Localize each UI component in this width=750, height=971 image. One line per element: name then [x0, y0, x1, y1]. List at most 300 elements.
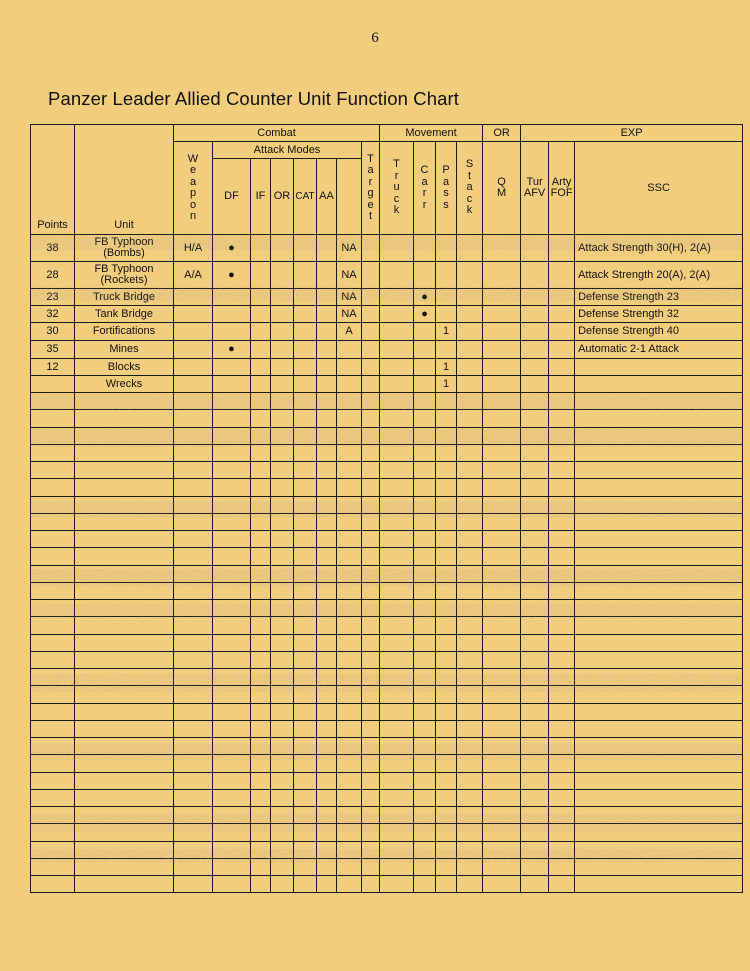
factors-cell — [575, 496, 743, 513]
aa-cell — [317, 617, 337, 634]
factors-cell — [575, 410, 743, 427]
if-cell — [251, 686, 271, 703]
weapon-cell — [174, 600, 213, 617]
target-cell — [337, 738, 362, 755]
unit-cell — [75, 410, 174, 427]
if-cell — [251, 548, 271, 565]
cat-cell — [294, 496, 317, 513]
cat-cell — [294, 807, 317, 824]
aa-cell — [317, 496, 337, 513]
factors-cell — [575, 444, 743, 461]
car-cell — [380, 531, 414, 548]
aa-cell — [317, 669, 337, 686]
stack-cell — [436, 669, 457, 686]
pass-letters: P a s s — [442, 164, 450, 211]
stack-cell — [436, 393, 457, 410]
cat-cell — [294, 738, 317, 755]
stack-cell — [436, 410, 457, 427]
cat-cell — [294, 720, 317, 737]
weapon-cell — [174, 807, 213, 824]
target-cell — [337, 807, 362, 824]
weapon-cell — [174, 548, 213, 565]
points-cell — [31, 738, 75, 755]
qm-cell — [457, 824, 483, 841]
stack-cell: 1 — [436, 376, 457, 393]
table-row — [31, 262, 743, 289]
points-cell — [31, 393, 75, 410]
empty-row — [31, 789, 743, 806]
arty-fof-cell — [521, 531, 549, 548]
car-cell — [380, 444, 414, 461]
points-cell — [31, 858, 75, 875]
weapon-cell — [174, 789, 213, 806]
pass-cell — [414, 876, 436, 893]
table-row — [31, 289, 743, 306]
df-cell — [213, 772, 251, 789]
df-cell — [213, 359, 251, 376]
truck-cell — [362, 548, 380, 565]
page-number: 6 — [371, 30, 379, 46]
aa-cell — [317, 427, 337, 444]
stack-cell — [436, 772, 457, 789]
truck-cell — [362, 410, 380, 427]
aa-cell — [317, 565, 337, 582]
header-row-1 — [31, 125, 743, 142]
target-cell — [337, 393, 362, 410]
tur-afv-cell — [483, 617, 521, 634]
stack-cell — [436, 306, 457, 323]
ssc-cell — [549, 841, 575, 858]
ssc-cell — [549, 720, 575, 737]
stack-cell — [436, 824, 457, 841]
empty-row — [31, 600, 743, 617]
arty-fof-cell — [521, 427, 549, 444]
weapon-cell — [174, 376, 213, 393]
weapon-cell — [174, 738, 213, 755]
if-cell — [251, 323, 271, 341]
points-cell: 30 — [31, 323, 75, 341]
tur-afv-cell — [483, 703, 521, 720]
ssc-cell — [549, 755, 575, 772]
weapon-cell — [174, 772, 213, 789]
car-cell — [380, 858, 414, 875]
weapon-cell — [174, 617, 213, 634]
unit-cell: Wrecks — [75, 376, 174, 393]
cat-cell — [294, 235, 317, 262]
cat-cell — [294, 703, 317, 720]
empty-row — [31, 462, 743, 479]
df-cell — [213, 289, 251, 306]
or-cell — [271, 323, 294, 341]
empty-row — [31, 531, 743, 548]
tur-afv-cell — [483, 807, 521, 824]
target-cell — [337, 858, 362, 875]
or-cell — [271, 720, 294, 737]
stack-cell — [436, 807, 457, 824]
stack-cell — [436, 582, 457, 599]
target-cell — [337, 686, 362, 703]
qm-cell — [457, 651, 483, 668]
points-cell — [31, 807, 75, 824]
qm-cell — [457, 789, 483, 806]
cat-cell — [294, 669, 317, 686]
unit-cell — [75, 738, 174, 755]
qm-cell — [457, 582, 483, 599]
factors-cell — [575, 738, 743, 755]
weapon-cell — [174, 289, 213, 306]
stack-cell — [436, 738, 457, 755]
truck-cell — [362, 720, 380, 737]
aa-cell — [317, 513, 337, 530]
target-cell — [337, 531, 362, 548]
pass-cell — [414, 651, 436, 668]
arty-fof-cell — [521, 617, 549, 634]
truck-cell — [362, 755, 380, 772]
car-cell — [380, 289, 414, 306]
car-cell — [380, 427, 414, 444]
ssc-cell — [549, 323, 575, 341]
unit-cell — [75, 703, 174, 720]
aa-cell — [317, 289, 337, 306]
unit-subname: (Rockets) — [100, 274, 148, 286]
or-cell — [271, 306, 294, 323]
unit-cell — [75, 565, 174, 582]
arty-fof-cell — [521, 393, 549, 410]
afv-label: AFV — [523, 187, 546, 199]
unit-cell — [75, 600, 174, 617]
if-cell — [251, 479, 271, 496]
qm-cell — [457, 703, 483, 720]
arty-fof-cell — [521, 789, 549, 806]
if-cell — [251, 496, 271, 513]
ssc-header: SSC — [575, 142, 743, 235]
car-cell — [380, 651, 414, 668]
if-cell — [251, 720, 271, 737]
pass-cell — [414, 393, 436, 410]
weapon-cell — [174, 359, 213, 376]
points-cell — [31, 651, 75, 668]
unit-cell — [75, 548, 174, 565]
car-cell — [380, 824, 414, 841]
points-cell — [31, 548, 75, 565]
df-cell — [213, 807, 251, 824]
weapon-cell — [174, 341, 213, 359]
target-cell — [337, 479, 362, 496]
points-cell — [31, 634, 75, 651]
truck-cell — [362, 669, 380, 686]
pass-cell — [414, 410, 436, 427]
target-cell — [337, 651, 362, 668]
tur-afv-cell — [483, 634, 521, 651]
aa-cell — [317, 755, 337, 772]
points-cell: 23 — [31, 289, 75, 306]
unit-cell — [75, 462, 174, 479]
or-cell — [271, 772, 294, 789]
ssc-cell — [549, 651, 575, 668]
car-cell — [380, 582, 414, 599]
factors-cell — [575, 548, 743, 565]
weapon-cell: A/A — [174, 262, 213, 289]
pass-cell — [414, 617, 436, 634]
df-cell — [213, 323, 251, 341]
unit-cell: Truck Bridge — [75, 289, 174, 306]
tur-afv-cell — [483, 720, 521, 737]
if-cell — [251, 462, 271, 479]
cat-cell — [294, 600, 317, 617]
unit-cell — [75, 876, 174, 893]
target-cell: NA — [337, 262, 362, 289]
car-cell — [380, 600, 414, 617]
car-cell — [380, 548, 414, 565]
target-cell — [337, 634, 362, 651]
truck-cell — [362, 531, 380, 548]
pass-cell — [414, 720, 436, 737]
arty-fof-cell — [521, 565, 549, 582]
car-cell — [380, 634, 414, 651]
if-cell — [251, 755, 271, 772]
stack-cell — [436, 720, 457, 737]
aa-cell — [317, 444, 337, 461]
tur-afv-cell — [483, 513, 521, 530]
tur-afv-cell — [483, 323, 521, 341]
car-cell — [380, 807, 414, 824]
tur-afv-cell — [483, 359, 521, 376]
stack-header — [457, 142, 483, 235]
unit-cell — [75, 617, 174, 634]
arty-fof-cell — [521, 755, 549, 772]
or-cell — [271, 669, 294, 686]
unit-cell — [75, 427, 174, 444]
pass-cell — [414, 513, 436, 530]
unit-cell — [75, 262, 174, 289]
ssc-cell — [549, 410, 575, 427]
truck-cell — [362, 444, 380, 461]
unit-function-chart — [30, 124, 743, 893]
cat-cell — [294, 772, 317, 789]
or-cell — [271, 738, 294, 755]
weapon-cell: H/A — [174, 235, 213, 262]
empty-row — [31, 634, 743, 651]
stack-cell — [436, 548, 457, 565]
weapon-cell — [174, 462, 213, 479]
tur-afv-cell — [483, 427, 521, 444]
empty-row — [31, 738, 743, 755]
arty-fof-cell — [521, 513, 549, 530]
df-cell — [213, 755, 251, 772]
truck-cell — [362, 617, 380, 634]
if-cell — [251, 738, 271, 755]
table-row — [31, 235, 743, 262]
stack-cell — [436, 235, 457, 262]
weapon-cell — [174, 513, 213, 530]
combat-header: Combat — [174, 125, 380, 142]
qm-cell — [457, 669, 483, 686]
qm-letters: Q M — [496, 175, 507, 199]
stack-cell — [436, 479, 457, 496]
car-cell — [380, 306, 414, 323]
factors-cell — [575, 755, 743, 772]
points-cell — [31, 600, 75, 617]
ssc-cell — [549, 262, 575, 289]
table-row — [31, 359, 743, 376]
pass-cell — [414, 634, 436, 651]
aa-cell — [317, 235, 337, 262]
empty-row — [31, 858, 743, 875]
if-cell — [251, 376, 271, 393]
qm-cell — [457, 359, 483, 376]
ssc-cell — [549, 686, 575, 703]
aa-cell — [317, 359, 337, 376]
unit-cell — [75, 772, 174, 789]
target-cell: NA — [337, 289, 362, 306]
arty-fof-cell — [521, 341, 549, 359]
tur-afv-cell — [483, 462, 521, 479]
movement-header: Movement — [380, 125, 483, 142]
tur-afv-cell — [483, 600, 521, 617]
pass-cell — [414, 565, 436, 582]
arty-fof-cell — [521, 651, 549, 668]
ssc-cell — [549, 289, 575, 306]
cat-cell — [294, 686, 317, 703]
target-cell — [337, 582, 362, 599]
qm-cell — [457, 531, 483, 548]
ssc-cell — [549, 393, 575, 410]
cat-header: CAT — [294, 159, 317, 235]
points-header: Points — [31, 125, 75, 235]
factors-cell — [575, 359, 743, 376]
weapon-cell — [174, 841, 213, 858]
cat-cell — [294, 634, 317, 651]
tur-afv-cell — [483, 410, 521, 427]
empty-row — [31, 651, 743, 668]
if-cell — [251, 600, 271, 617]
target-header — [362, 142, 380, 235]
points-cell: 35 — [31, 341, 75, 359]
df-cell — [213, 841, 251, 858]
truck-cell — [362, 634, 380, 651]
aa-cell — [317, 600, 337, 617]
unit-cell — [75, 807, 174, 824]
points-cell — [31, 703, 75, 720]
arty-fof-cell — [521, 858, 549, 875]
points-cell — [31, 376, 75, 393]
ssc-cell — [549, 359, 575, 376]
empty-row — [31, 548, 743, 565]
cat-cell — [294, 323, 317, 341]
if-cell — [251, 289, 271, 306]
truck-cell — [362, 376, 380, 393]
arty-fof-cell — [521, 703, 549, 720]
cat-cell — [294, 376, 317, 393]
target-cell — [337, 410, 362, 427]
tur-afv-cell — [483, 548, 521, 565]
df-cell — [213, 427, 251, 444]
empty-row — [31, 669, 743, 686]
tur-afv-cell — [483, 235, 521, 262]
ssc-cell — [549, 738, 575, 755]
unit-cell — [75, 858, 174, 875]
target-cell: NA — [337, 235, 362, 262]
stack-cell — [436, 496, 457, 513]
points-cell: 32 — [31, 306, 75, 323]
factors-cell — [575, 807, 743, 824]
cat-cell — [294, 824, 317, 841]
if-cell — [251, 531, 271, 548]
tur-afv-cell — [483, 858, 521, 875]
car-cell — [380, 235, 414, 262]
df-cell — [213, 686, 251, 703]
if-cell — [251, 444, 271, 461]
if-cell — [251, 582, 271, 599]
car-cell — [380, 772, 414, 789]
ssc-cell — [549, 235, 575, 262]
tur-afv-cell — [483, 738, 521, 755]
points-cell — [31, 720, 75, 737]
tur-afv-cell — [483, 496, 521, 513]
aa-cell — [317, 720, 337, 737]
truck-cell — [362, 479, 380, 496]
unit-cell — [75, 496, 174, 513]
tur-afv-cell — [483, 289, 521, 306]
aa-cell — [317, 738, 337, 755]
stack-cell — [436, 858, 457, 875]
stack-cell: 1 — [436, 359, 457, 376]
factors-cell — [575, 513, 743, 530]
truck-cell — [362, 496, 380, 513]
aa-cell — [317, 686, 337, 703]
df-cell: ● — [213, 262, 251, 289]
weapon-cell — [174, 393, 213, 410]
pass-cell — [414, 235, 436, 262]
df-cell — [213, 444, 251, 461]
attack-modes-header: Attack Modes — [213, 142, 362, 159]
factors-cell — [575, 582, 743, 599]
stack-letters: S t a c k — [465, 158, 474, 217]
cat-cell — [294, 341, 317, 359]
df-cell — [213, 410, 251, 427]
pass-cell — [414, 341, 436, 359]
points-cell — [31, 669, 75, 686]
tur-afv-cell — [483, 444, 521, 461]
aa-cell — [317, 858, 337, 875]
tur-afv-cell — [483, 755, 521, 772]
arty-fof-cell — [521, 807, 549, 824]
target-cell — [337, 548, 362, 565]
stack-cell — [436, 427, 457, 444]
cat-cell — [294, 548, 317, 565]
if-cell — [251, 513, 271, 530]
or-cell — [271, 513, 294, 530]
cat-cell — [294, 479, 317, 496]
df-cell — [213, 617, 251, 634]
pass-cell — [414, 444, 436, 461]
arty-fof-cell — [521, 235, 549, 262]
points-cell — [31, 824, 75, 841]
arty-fof-cell — [521, 669, 549, 686]
qm-cell — [457, 634, 483, 651]
aa-cell — [317, 410, 337, 427]
aa-header: AA — [317, 159, 337, 235]
unit-cell — [75, 444, 174, 461]
truck-cell — [362, 651, 380, 668]
qm-cell — [457, 565, 483, 582]
tur-afv-cell — [483, 306, 521, 323]
pass-cell: ● — [414, 289, 436, 306]
points-cell — [31, 427, 75, 444]
or-cell — [271, 651, 294, 668]
car-cell — [380, 703, 414, 720]
points-cell — [31, 841, 75, 858]
